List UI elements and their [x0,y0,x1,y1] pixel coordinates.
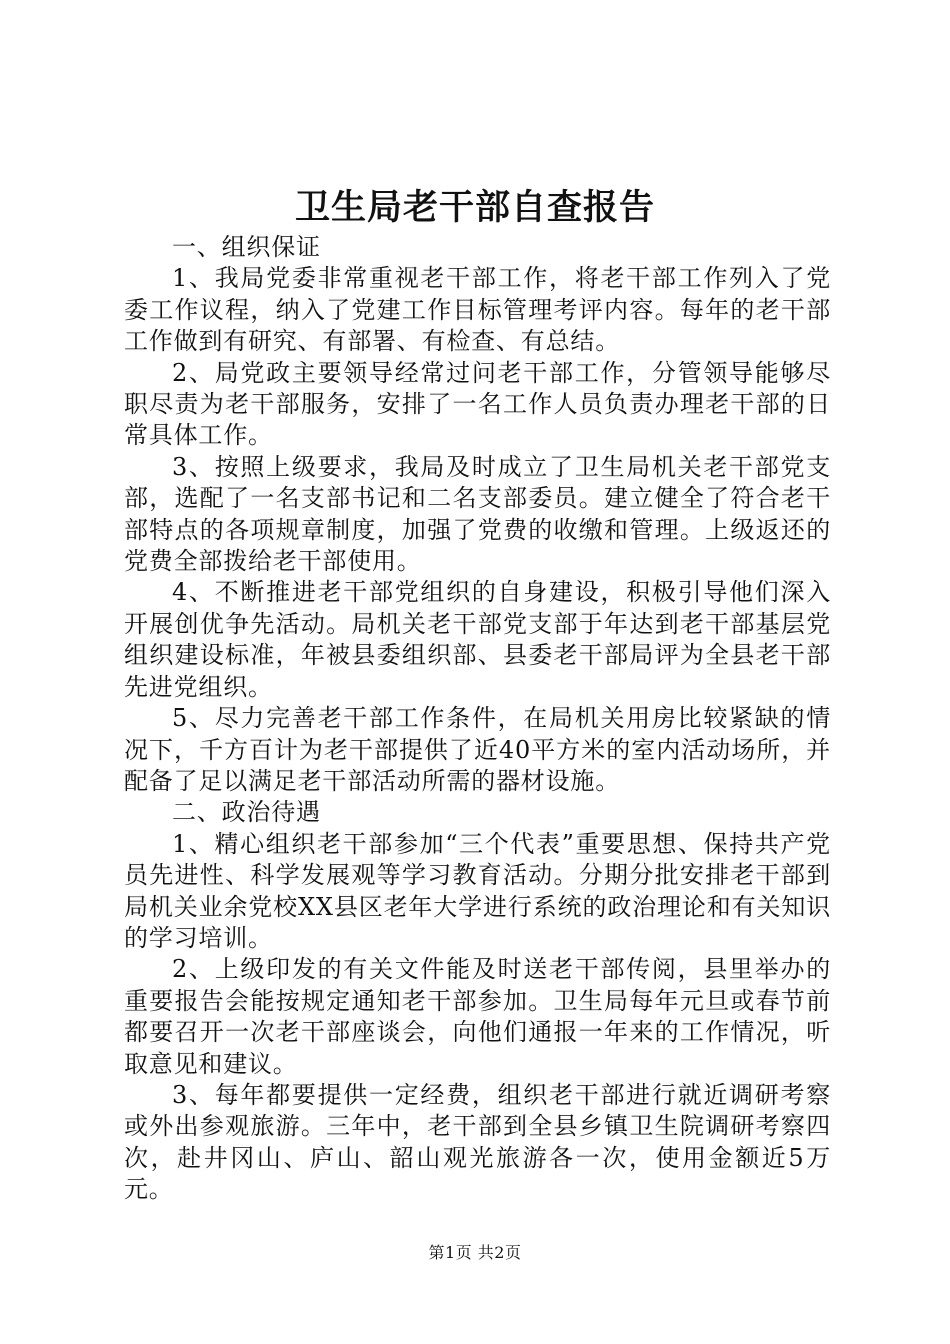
paragraph: 2、局党政主要领导经常过问老干部工作，分管领导能够尽职尽责为老干部服务，安排了一名工作人员负责办理老干部的日常具体工作。 [124,358,831,450]
document-body [124,232,831,1206]
paragraph: 2、上级印发的有关文件能及时送老干部传阅，县里举办的重要报告会能按规定通知老干部参加。卫生局每年元旦或春节前都要召开一次老干部座谈会，向他们通报一年来的工作情况，听取意见和建议。 [124,955,831,1078]
page-footer: 第1页 共2页 [428,1243,522,1262]
section-heading-political: 二、政治待遇 [172,798,321,827]
paragraph: 1、我局党委非常重视老干部工作，将老干部工作列入了党委工作议程，纳入了党建工作目标管理考评内容。每年的老干部工作做到有研究、有部署、有检查、有总结。 [124,264,831,356]
section-heading-organization: 一、组织保证 [172,233,321,261]
paragraph: 4、不断推进老干部党组织的自身建设，积极引导他们深入开展创优争先活动。局机关老干部党支部于年达到老干部基层党组织建设标准，年被县委组织部、县委老干部局评为全县老干部先进党组织。 [124,578,831,701]
paragraph: 3、按照上级要求，我局及时成立了卫生局机关老干部党支部，选配了一名支部书记和二名支部委员。建立健全了符合老干部特点的各项规章制度，加强了党费的收缴和管理。上级返还的党费全部拨给老干部使用。 [124,452,831,576]
document-title: 卫生局老干部自查报告 [294,187,655,228]
paragraph: 3、每年都要提供一定经费，组织老干部进行就近调研考察或外出参观旅游。三年中，老干部到全县乡镇卫生院调研考察四次，赴井冈山、庐山、韶山观光旅游各一次，使用金额近5万元。 [124,1080,831,1204]
paragraph: 1、精心组织老干部参加“三个代表”重要思想、保持共产党员先进性、科学发展观等学习教育活动。分期分批安排老干部到局机关业余党校XX县区老年大学进行系统的政治理论和有关知识的学习培训。 [124,829,831,952]
paragraph: 5、尽力完善老干部工作条件，在局机关用房比较紧缺的情况下，千方百计为老干部提供了近40平方米的室内活动场所，并配备了足以满足老干部活动所需的器材设施。 [124,704,831,795]
